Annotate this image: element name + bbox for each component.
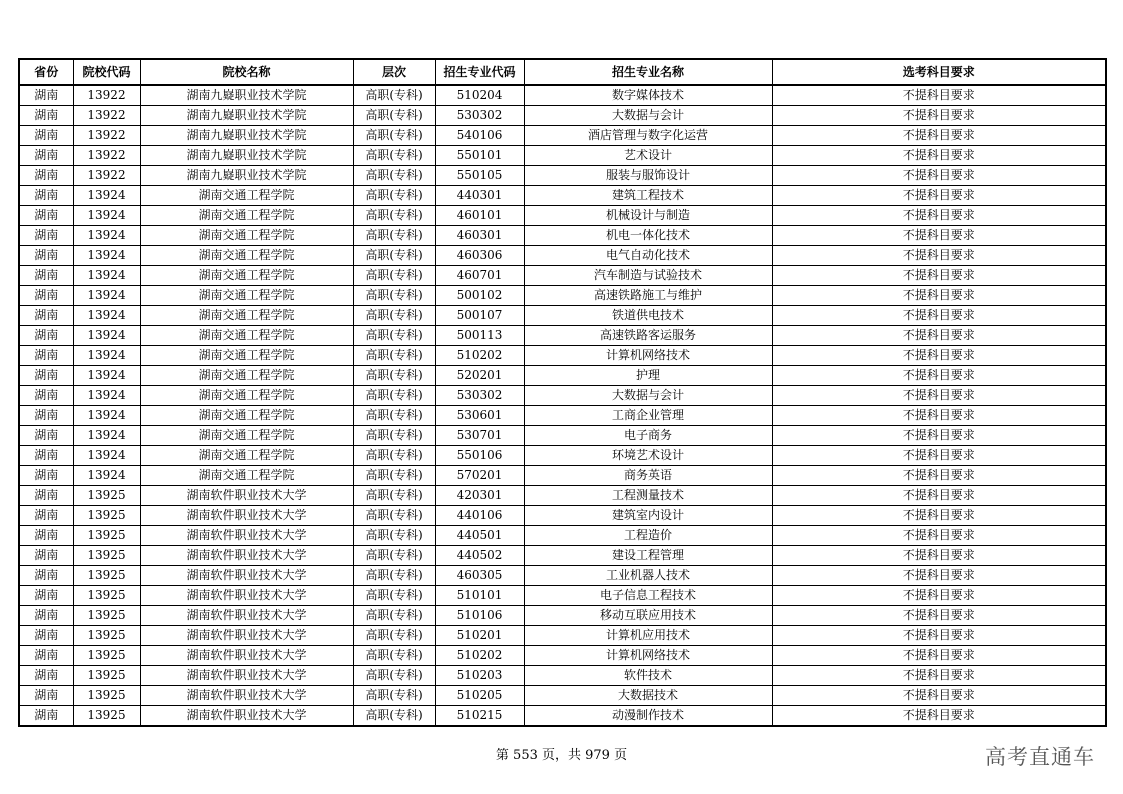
cell-subject-requirement: 不提科目要求 bbox=[772, 486, 1106, 506]
cell-province: 湖南 bbox=[19, 466, 73, 486]
cell-subject-requirement: 不提科目要求 bbox=[772, 666, 1106, 686]
cell-province: 湖南 bbox=[19, 586, 73, 606]
cell-major-code: 440106 bbox=[435, 506, 524, 526]
cell-major-name: 建筑工程技术 bbox=[524, 186, 772, 206]
table-row bbox=[19, 686, 1106, 706]
cell-province: 湖南 bbox=[19, 106, 73, 126]
cell-school-name: 湖南交通工程学院 bbox=[140, 226, 353, 246]
cell-major-name: 大数据与会计 bbox=[524, 386, 772, 406]
cell-major-name: 建筑室内设计 bbox=[524, 506, 772, 526]
cell-subject-requirement: 不提科目要求 bbox=[772, 366, 1106, 386]
cell-school-name: 湖南交通工程学院 bbox=[140, 466, 353, 486]
cell-level: 高职(专科) bbox=[353, 426, 435, 446]
cell-major-name: 移动互联应用技术 bbox=[524, 606, 772, 626]
cell-major-name: 计算机网络技术 bbox=[524, 346, 772, 366]
cell-level: 高职(专科) bbox=[353, 106, 435, 126]
cell-province: 湖南 bbox=[19, 386, 73, 406]
cell-school-name: 湖南九嶷职业技术学院 bbox=[140, 126, 353, 146]
cell-subject-requirement: 不提科目要求 bbox=[772, 326, 1106, 346]
cell-level: 高职(专科) bbox=[353, 466, 435, 486]
cell-school-code: 13922 bbox=[73, 126, 140, 146]
cell-province: 湖南 bbox=[19, 546, 73, 566]
cell-school-code: 13924 bbox=[73, 406, 140, 426]
cell-school-code: 13924 bbox=[73, 286, 140, 306]
cell-major-name: 服装与服饰设计 bbox=[524, 166, 772, 186]
cell-school-name: 湖南九嶷职业技术学院 bbox=[140, 85, 353, 106]
cell-major-code: 510203 bbox=[435, 666, 524, 686]
cell-province: 湖南 bbox=[19, 286, 73, 306]
cell-school-name: 湖南交通工程学院 bbox=[140, 306, 353, 326]
cell-major-name: 大数据与会计 bbox=[524, 106, 772, 126]
cell-subject-requirement: 不提科目要求 bbox=[772, 686, 1106, 706]
cell-school-name: 湖南软件职业技术大学 bbox=[140, 686, 353, 706]
cell-major-name: 铁道供电技术 bbox=[524, 306, 772, 326]
cell-major-name: 工程造价 bbox=[524, 526, 772, 546]
table-row bbox=[19, 306, 1106, 326]
cell-level: 高职(专科) bbox=[353, 286, 435, 306]
cell-school-name: 湖南软件职业技术大学 bbox=[140, 606, 353, 626]
cell-school-code: 13925 bbox=[73, 586, 140, 606]
cell-major-code: 440501 bbox=[435, 526, 524, 546]
cell-subject-requirement: 不提科目要求 bbox=[772, 606, 1106, 626]
cell-major-code: 420301 bbox=[435, 486, 524, 506]
cell-school-name: 湖南交通工程学院 bbox=[140, 326, 353, 346]
table-row bbox=[19, 286, 1106, 306]
cell-school-name: 湖南软件职业技术大学 bbox=[140, 566, 353, 586]
cell-province: 湖南 bbox=[19, 146, 73, 166]
cell-subject-requirement: 不提科目要求 bbox=[772, 706, 1106, 727]
cell-major-code: 540106 bbox=[435, 126, 524, 146]
cell-major-name: 高速铁路施工与维护 bbox=[524, 286, 772, 306]
table-row bbox=[19, 206, 1106, 226]
cell-subject-requirement: 不提科目要求 bbox=[772, 226, 1106, 246]
cell-school-name: 湖南软件职业技术大学 bbox=[140, 586, 353, 606]
cell-major-name: 艺术设计 bbox=[524, 146, 772, 166]
cell-school-code: 13925 bbox=[73, 626, 140, 646]
cell-school-code: 13924 bbox=[73, 446, 140, 466]
cell-school-name: 湖南九嶷职业技术学院 bbox=[140, 166, 353, 186]
cell-subject-requirement: 不提科目要求 bbox=[772, 346, 1106, 366]
cell-level: 高职(专科) bbox=[353, 386, 435, 406]
cell-major-name: 工商企业管理 bbox=[524, 406, 772, 426]
header-major-code: 招生专业代码 bbox=[435, 59, 524, 85]
header-school-code: 院校代码 bbox=[73, 59, 140, 85]
cell-major-code: 460306 bbox=[435, 246, 524, 266]
cell-school-code: 13925 bbox=[73, 666, 140, 686]
cell-school-name: 湖南交通工程学院 bbox=[140, 366, 353, 386]
cell-subject-requirement: 不提科目要求 bbox=[772, 446, 1106, 466]
cell-province: 湖南 bbox=[19, 226, 73, 246]
cell-province: 湖南 bbox=[19, 166, 73, 186]
cell-major-name: 酒店管理与数字化运营 bbox=[524, 126, 772, 146]
table-row bbox=[19, 426, 1106, 446]
cell-major-code: 510201 bbox=[435, 626, 524, 646]
table-row bbox=[19, 386, 1106, 406]
cell-province: 湖南 bbox=[19, 406, 73, 426]
cell-major-name: 建设工程管理 bbox=[524, 546, 772, 566]
cell-school-code: 13922 bbox=[73, 146, 140, 166]
header-level: 层次 bbox=[353, 59, 435, 85]
cell-school-code: 13922 bbox=[73, 85, 140, 106]
cell-major-code: 440502 bbox=[435, 546, 524, 566]
cell-school-name: 湖南九嶷职业技术学院 bbox=[140, 146, 353, 166]
cell-level: 高职(专科) bbox=[353, 546, 435, 566]
cell-subject-requirement: 不提科目要求 bbox=[772, 85, 1106, 106]
cell-school-code: 13925 bbox=[73, 566, 140, 586]
cell-major-code: 500113 bbox=[435, 326, 524, 346]
cell-subject-requirement: 不提科目要求 bbox=[772, 286, 1106, 306]
cell-school-name: 湖南交通工程学院 bbox=[140, 186, 353, 206]
cell-major-code: 520201 bbox=[435, 366, 524, 386]
cell-major-code: 460701 bbox=[435, 266, 524, 286]
cell-major-code: 530601 bbox=[435, 406, 524, 426]
cell-province: 湖南 bbox=[19, 346, 73, 366]
header-major-name: 招生专业名称 bbox=[524, 59, 772, 85]
cell-school-code: 13925 bbox=[73, 506, 140, 526]
cell-subject-requirement: 不提科目要求 bbox=[772, 166, 1106, 186]
cell-school-code: 13924 bbox=[73, 206, 140, 226]
cell-province: 湖南 bbox=[19, 446, 73, 466]
table-header-row bbox=[19, 59, 1106, 85]
cell-major-code: 440301 bbox=[435, 186, 524, 206]
admission-table bbox=[18, 58, 1107, 727]
cell-subject-requirement: 不提科目要求 bbox=[772, 206, 1106, 226]
page-number: 第 553 页，共 979 页 bbox=[495, 748, 628, 763]
cell-province: 湖南 bbox=[19, 666, 73, 686]
cell-subject-requirement: 不提科目要求 bbox=[772, 306, 1106, 326]
table-row bbox=[19, 586, 1106, 606]
cell-level: 高职(专科) bbox=[353, 506, 435, 526]
cell-school-name: 湖南九嶷职业技术学院 bbox=[140, 106, 353, 126]
cell-major-code: 530302 bbox=[435, 106, 524, 126]
cell-level: 高职(专科) bbox=[353, 306, 435, 326]
cell-level: 高职(专科) bbox=[353, 186, 435, 206]
cell-major-name: 数字媒体技术 bbox=[524, 85, 772, 106]
cell-school-code: 13924 bbox=[73, 366, 140, 386]
cell-major-name: 计算机应用技术 bbox=[524, 626, 772, 646]
table-row bbox=[19, 186, 1106, 206]
cell-province: 湖南 bbox=[19, 85, 73, 106]
cell-major-name: 汽车制造与试验技术 bbox=[524, 266, 772, 286]
cell-school-name: 湖南软件职业技术大学 bbox=[140, 526, 353, 546]
cell-subject-requirement: 不提科目要求 bbox=[772, 406, 1106, 426]
cell-subject-requirement: 不提科目要求 bbox=[772, 566, 1106, 586]
cell-school-code: 13922 bbox=[73, 166, 140, 186]
cell-subject-requirement: 不提科目要求 bbox=[772, 266, 1106, 286]
cell-major-name: 计算机网络技术 bbox=[524, 646, 772, 666]
cell-major-code: 510202 bbox=[435, 646, 524, 666]
cell-major-code: 550106 bbox=[435, 446, 524, 466]
cell-province: 湖南 bbox=[19, 266, 73, 286]
table-row bbox=[19, 506, 1106, 526]
cell-major-name: 大数据技术 bbox=[524, 686, 772, 706]
cell-level: 高职(专科) bbox=[353, 406, 435, 426]
cell-school-name: 湖南交通工程学院 bbox=[140, 406, 353, 426]
cell-school-code: 13925 bbox=[73, 706, 140, 727]
cell-major-name: 高速铁路客运服务 bbox=[524, 326, 772, 346]
cell-school-name: 湖南交通工程学院 bbox=[140, 266, 353, 286]
cell-subject-requirement: 不提科目要求 bbox=[772, 646, 1106, 666]
table-row bbox=[19, 666, 1106, 686]
cell-major-code: 530701 bbox=[435, 426, 524, 446]
cell-school-code: 13924 bbox=[73, 186, 140, 206]
table-row bbox=[19, 646, 1106, 666]
table-row bbox=[19, 446, 1106, 466]
cell-school-name: 湖南交通工程学院 bbox=[140, 286, 353, 306]
cell-province: 湖南 bbox=[19, 186, 73, 206]
cell-major-name: 护理 bbox=[524, 366, 772, 386]
cell-major-name: 商务英语 bbox=[524, 466, 772, 486]
cell-subject-requirement: 不提科目要求 bbox=[772, 626, 1106, 646]
table-row bbox=[19, 146, 1106, 166]
cell-level: 高职(专科) bbox=[353, 266, 435, 286]
cell-level: 高职(专科) bbox=[353, 226, 435, 246]
table-row bbox=[19, 546, 1106, 566]
cell-level: 高职(专科) bbox=[353, 206, 435, 226]
cell-major-code: 510101 bbox=[435, 586, 524, 606]
cell-level: 高职(专科) bbox=[353, 166, 435, 186]
cell-major-name: 机电一体化技术 bbox=[524, 226, 772, 246]
table-row bbox=[19, 526, 1106, 546]
cell-school-code: 13925 bbox=[73, 486, 140, 506]
cell-province: 湖南 bbox=[19, 206, 73, 226]
table-row bbox=[19, 126, 1106, 146]
cell-major-code: 460301 bbox=[435, 226, 524, 246]
cell-school-code: 13924 bbox=[73, 346, 140, 366]
cell-province: 湖南 bbox=[19, 486, 73, 506]
cell-school-name: 湖南交通工程学院 bbox=[140, 446, 353, 466]
cell-subject-requirement: 不提科目要求 bbox=[772, 386, 1106, 406]
cell-major-code: 460305 bbox=[435, 566, 524, 586]
header-province: 省份 bbox=[19, 59, 73, 85]
cell-level: 高职(专科) bbox=[353, 646, 435, 666]
cell-major-code: 550105 bbox=[435, 166, 524, 186]
cell-subject-requirement: 不提科目要求 bbox=[772, 126, 1106, 146]
cell-level: 高职(专科) bbox=[353, 626, 435, 646]
cell-major-name: 电子信息工程技术 bbox=[524, 586, 772, 606]
cell-level: 高职(专科) bbox=[353, 446, 435, 466]
table-row bbox=[19, 566, 1106, 586]
cell-subject-requirement: 不提科目要求 bbox=[772, 106, 1106, 126]
table-row bbox=[19, 606, 1106, 626]
cell-school-code: 13925 bbox=[73, 546, 140, 566]
cell-school-code: 13922 bbox=[73, 106, 140, 126]
cell-school-code: 13924 bbox=[73, 326, 140, 346]
cell-school-code: 13924 bbox=[73, 266, 140, 286]
header-school-name: 院校名称 bbox=[140, 59, 353, 85]
cell-major-code: 530302 bbox=[435, 386, 524, 406]
cell-province: 湖南 bbox=[19, 606, 73, 626]
cell-subject-requirement: 不提科目要求 bbox=[772, 586, 1106, 606]
table-row bbox=[19, 106, 1106, 126]
table-row bbox=[19, 466, 1106, 486]
cell-school-code: 13925 bbox=[73, 646, 140, 666]
table-row bbox=[19, 266, 1106, 286]
cell-province: 湖南 bbox=[19, 566, 73, 586]
cell-major-code: 510106 bbox=[435, 606, 524, 626]
cell-major-name: 动漫制作技术 bbox=[524, 706, 772, 727]
cell-level: 高职(专科) bbox=[353, 666, 435, 686]
cell-major-code: 570201 bbox=[435, 466, 524, 486]
cell-province: 湖南 bbox=[19, 126, 73, 146]
cell-major-name: 工业机器人技术 bbox=[524, 566, 772, 586]
cell-subject-requirement: 不提科目要求 bbox=[772, 246, 1106, 266]
cell-major-name: 电子商务 bbox=[524, 426, 772, 446]
cell-level: 高职(专科) bbox=[353, 686, 435, 706]
cell-province: 湖南 bbox=[19, 686, 73, 706]
cell-major-code: 550101 bbox=[435, 146, 524, 166]
cell-level: 高职(专科) bbox=[353, 706, 435, 727]
table-body bbox=[19, 85, 1106, 726]
cell-school-name: 湖南交通工程学院 bbox=[140, 346, 353, 366]
cell-province: 湖南 bbox=[19, 426, 73, 446]
table-row bbox=[19, 226, 1106, 246]
cell-school-name: 湖南软件职业技术大学 bbox=[140, 646, 353, 666]
cell-major-name: 电气自动化技术 bbox=[524, 246, 772, 266]
cell-school-code: 13925 bbox=[73, 686, 140, 706]
watermark-logo: 高考直通车 bbox=[985, 745, 1095, 769]
cell-province: 湖南 bbox=[19, 646, 73, 666]
cell-level: 高职(专科) bbox=[353, 366, 435, 386]
table-row bbox=[19, 366, 1106, 386]
cell-province: 湖南 bbox=[19, 326, 73, 346]
cell-major-code: 510205 bbox=[435, 686, 524, 706]
cell-major-code: 510204 bbox=[435, 85, 524, 106]
table-row bbox=[19, 85, 1106, 106]
cell-level: 高职(专科) bbox=[353, 246, 435, 266]
cell-school-code: 13924 bbox=[73, 226, 140, 246]
cell-level: 高职(专科) bbox=[353, 606, 435, 626]
cell-school-name: 湖南软件职业技术大学 bbox=[140, 666, 353, 686]
cell-school-name: 湖南交通工程学院 bbox=[140, 426, 353, 446]
cell-school-name: 湖南交通工程学院 bbox=[140, 246, 353, 266]
cell-province: 湖南 bbox=[19, 246, 73, 266]
cell-subject-requirement: 不提科目要求 bbox=[772, 466, 1106, 486]
cell-level: 高职(专科) bbox=[353, 526, 435, 546]
cell-level: 高职(专科) bbox=[353, 586, 435, 606]
cell-school-name: 湖南软件职业技术大学 bbox=[140, 506, 353, 526]
cell-major-code: 500102 bbox=[435, 286, 524, 306]
cell-level: 高职(专科) bbox=[353, 486, 435, 506]
table-row bbox=[19, 166, 1106, 186]
table-row bbox=[19, 326, 1106, 346]
cell-level: 高职(专科) bbox=[353, 85, 435, 106]
cell-level: 高职(专科) bbox=[353, 146, 435, 166]
cell-major-name: 工程测量技术 bbox=[524, 486, 772, 506]
cell-province: 湖南 bbox=[19, 366, 73, 386]
table-row bbox=[19, 486, 1106, 506]
table-row bbox=[19, 346, 1106, 366]
table-row bbox=[19, 626, 1106, 646]
table-row bbox=[19, 246, 1106, 266]
cell-school-name: 湖南交通工程学院 bbox=[140, 206, 353, 226]
cell-school-name: 湖南软件职业技术大学 bbox=[140, 626, 353, 646]
cell-province: 湖南 bbox=[19, 626, 73, 646]
cell-subject-requirement: 不提科目要求 bbox=[772, 426, 1106, 446]
cell-major-code: 510202 bbox=[435, 346, 524, 366]
table-row bbox=[19, 706, 1106, 727]
cell-school-name: 湖南软件职业技术大学 bbox=[140, 486, 353, 506]
cell-province: 湖南 bbox=[19, 306, 73, 326]
cell-major-name: 机械设计与制造 bbox=[524, 206, 772, 226]
cell-major-code: 510215 bbox=[435, 706, 524, 727]
cell-school-code: 13925 bbox=[73, 526, 140, 546]
cell-subject-requirement: 不提科目要求 bbox=[772, 146, 1106, 166]
cell-school-name: 湖南软件职业技术大学 bbox=[140, 546, 353, 566]
header-subject-requirement: 选考科目要求 bbox=[772, 59, 1106, 85]
cell-level: 高职(专科) bbox=[353, 566, 435, 586]
cell-subject-requirement: 不提科目要求 bbox=[772, 526, 1106, 546]
cell-subject-requirement: 不提科目要求 bbox=[772, 546, 1106, 566]
cell-school-code: 13924 bbox=[73, 466, 140, 486]
cell-major-name: 环境艺术设计 bbox=[524, 446, 772, 466]
cell-school-code: 13925 bbox=[73, 606, 140, 626]
cell-major-code: 460101 bbox=[435, 206, 524, 226]
cell-school-name: 湖南交通工程学院 bbox=[140, 386, 353, 406]
cell-province: 湖南 bbox=[19, 526, 73, 546]
cell-subject-requirement: 不提科目要求 bbox=[772, 186, 1106, 206]
cell-major-name: 软件技术 bbox=[524, 666, 772, 686]
table-row bbox=[19, 406, 1106, 426]
cell-province: 湖南 bbox=[19, 506, 73, 526]
cell-school-code: 13924 bbox=[73, 246, 140, 266]
cell-school-code: 13924 bbox=[73, 426, 140, 446]
cell-level: 高职(专科) bbox=[353, 346, 435, 366]
cell-province: 湖南 bbox=[19, 706, 73, 727]
cell-school-code: 13924 bbox=[73, 386, 140, 406]
cell-level: 高职(专科) bbox=[353, 326, 435, 346]
cell-subject-requirement: 不提科目要求 bbox=[772, 506, 1106, 526]
cell-major-code: 500107 bbox=[435, 306, 524, 326]
cell-school-code: 13924 bbox=[73, 306, 140, 326]
cell-level: 高职(专科) bbox=[353, 126, 435, 146]
cell-school-name: 湖南软件职业技术大学 bbox=[140, 706, 353, 727]
